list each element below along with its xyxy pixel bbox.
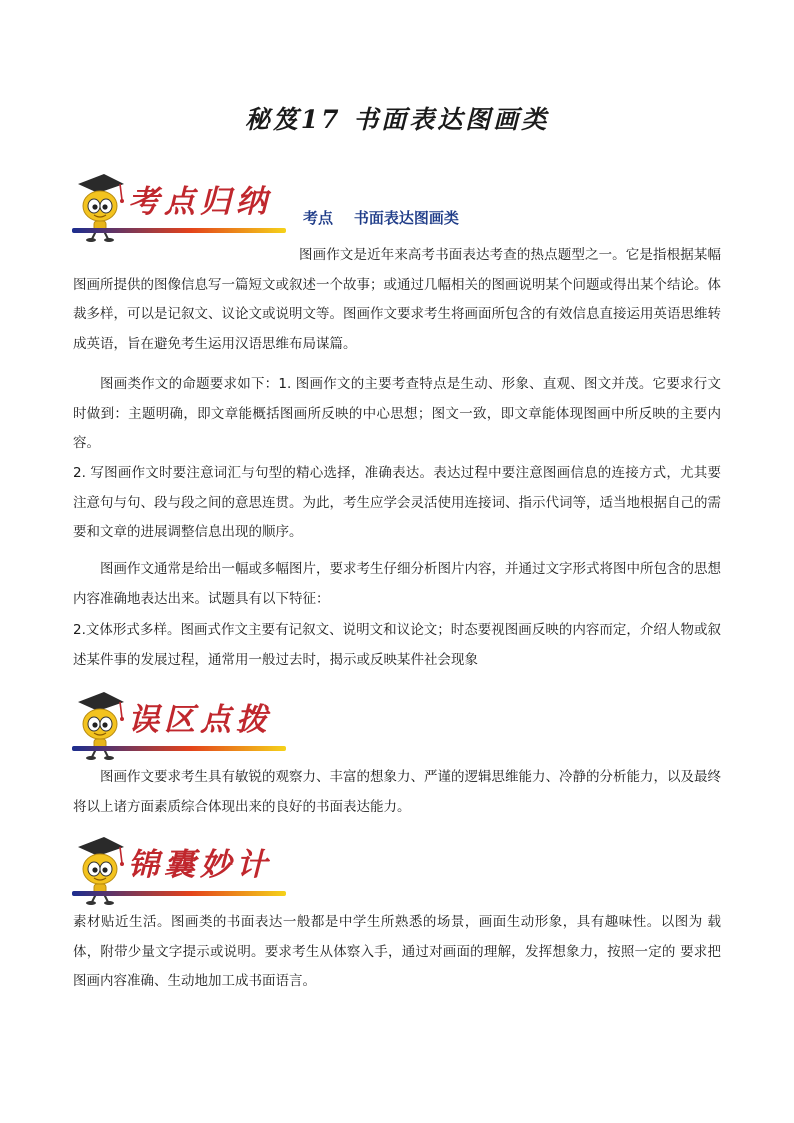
section-banner-wuqu — [70, 688, 290, 760]
section-divider-bar — [72, 228, 286, 233]
section-label: 锦囊妙计 — [128, 847, 272, 883]
section-banner-jinnang — [70, 833, 290, 905]
section-divider-bar — [72, 891, 286, 896]
paragraph: 图画类作文的命题要求如下：1. 图画作文的主要考查特点是生动、形象、直观、图文并茂。它要求行文时做到：主题明确，即文章能概括图画所反映的中心思想；图文一致，即文章能体现图画中所反映的主要内容。 — [73, 376, 721, 451]
section-divider-bar — [72, 746, 286, 751]
section-banner-kaodian — [70, 170, 290, 242]
paragraph: 素材贴近生活。图画类的书面表达一般都是中学生所熟悉的场景，画面生动形象，具有趣味性。以图为 载体，附带少量文字提示或说明。要求考生从体察入手，通过对画面的理解，发挥想象力，按照一定的 要求把图画内容准确、生动地加工成书面语言。 — [73, 914, 721, 989]
paragraph: 2. 写图画作文时要注意词汇与句型的精心选择，准确表达。表达过程中要注意图画信息的连接方式，尤其要注意句与句、段与段之间的意思连贯。为此，考生应学会灵活使用连接词、指示代词等，适当地根据自己的需要和文章的进展调整信息出现的顺序。 — [73, 465, 721, 540]
section-label: 考点归纳 — [128, 184, 272, 220]
paragraph: 图画作文通常是给出一幅或多幅图片，要求考生仔细分析图片内容，并通过文字形式将图中所包含的思想内容准确地表达出来。试题具有以下特征： — [73, 561, 721, 607]
section-subtitle: 考点 书面表达图画类 — [303, 209, 459, 227]
section-label: 误区点拨 — [128, 702, 272, 738]
paragraph: 2.文体形式多样。图画式作文主要有记叙文、说明文和议论文；时态要视图画反映的内容而定，介绍人物或叙述某件事的发展过程，通常用一般过去时，揭示或反映某件社会现象 — [73, 622, 721, 668]
paragraph: 图画作文是近年来高考书面表达考查的热点题型之一。它是指根据某幅图画所提供的图像信息写一篇短文或叙述一个故事；或通过几幅相关的图画说明某个问题或得出某个结论。体裁多样，可以是记叙文、议论文或说明文等。图画作文要求考生将画面所包含的有效信息直接运用英语思维转成英语，旨在避免考生运用汉语思维布局谋篇。 — [73, 247, 721, 352]
document-title: 秘笈17 书面表达图画类 — [244, 105, 550, 134]
paragraph: 图画作文要求考生具有敏锐的观察力、丰富的想象力、严谨的逻辑思维能力、冷静的分析能力，以及最终将以上诸方面素质综合体现出来的良好的书面表达能力。 — [73, 769, 721, 815]
